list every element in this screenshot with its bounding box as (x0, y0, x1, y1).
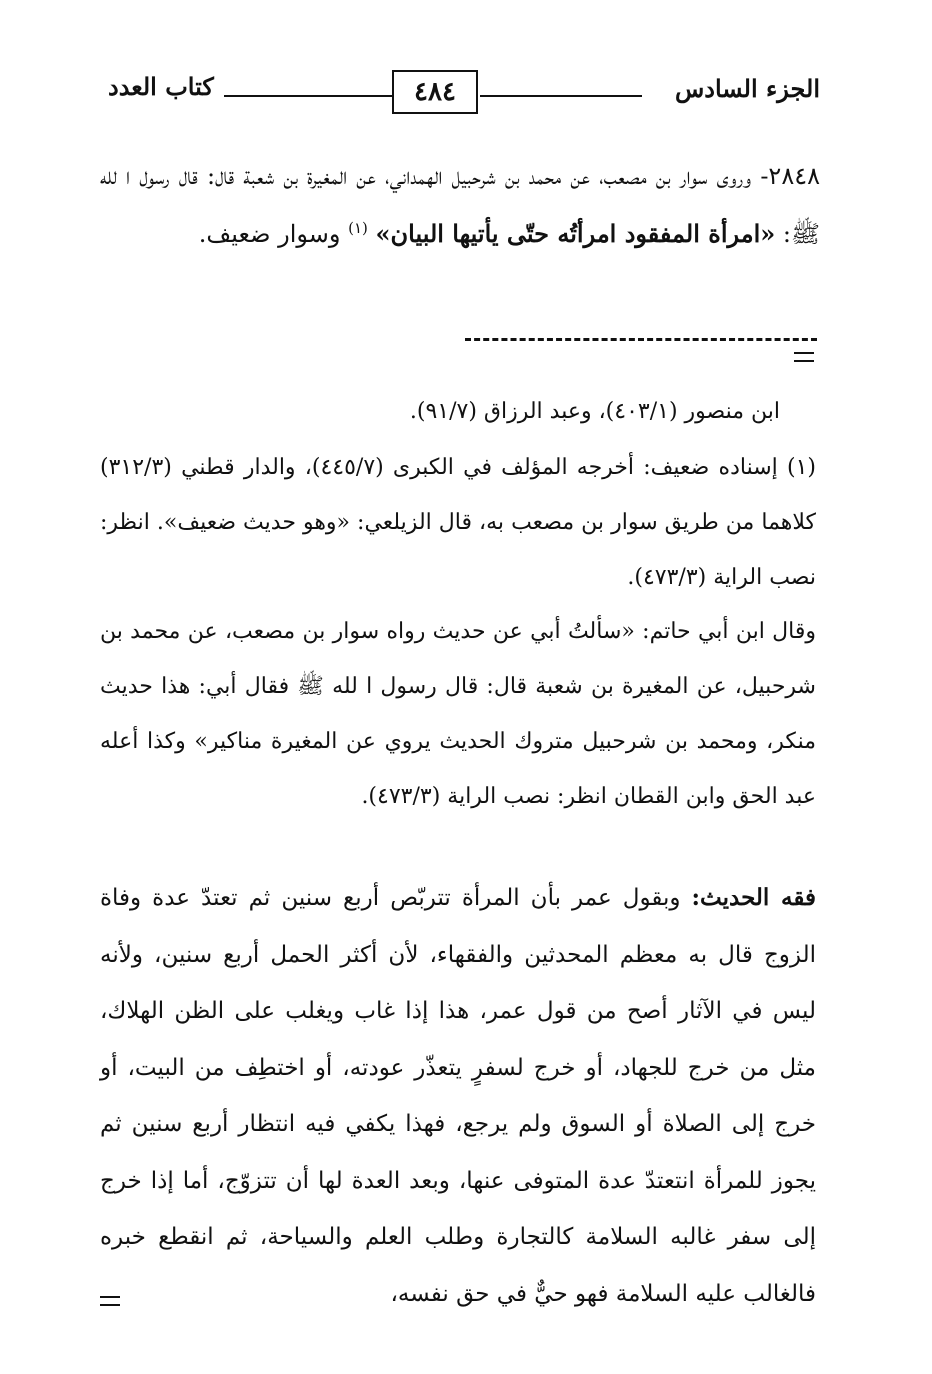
footnote-separator (465, 338, 817, 341)
hadith-quote: «امرأة المفقود امرأتُه حتّى يأتيها البيان» (375, 219, 776, 248)
hadith-text-start: وروى سوار بن مصعب، عن محمد بن شرحبيل الهمداني، عن المغيرة بن شعبة قال: قال رسول ا لله ﷺ: (100, 162, 820, 248)
footnote-1: (١) إسناده ضعيف: أخرجه المؤلف في الكبرى (٤٤٥/٧)، والدار قطني (٣١٢/٣) كلاهما من طريق سوار بن مصعب به، قال الزيلعي: «وهو حديث ضعيف». انظر: نصب الراية (٤٧٣/٣). (100, 455, 816, 590)
hadith-paragraph (100, 148, 820, 263)
volume-title: الجزء السادس (674, 74, 820, 103)
hadith-number: ٢٨٤٨- (760, 162, 820, 190)
hadith-text-end: وسوار ضعيف. (198, 220, 341, 248)
footnote-1-continued: وقال ابن أبي حاتم: «سألتُ أبي عن حديث رواه سوار بن مصعب، عن محمد بن شرحبيل، عن المغيرة بن شعبة قال: قال رسول ا لله ﷺ فقال أبي: هذا حديث منكر، ومحمد بن شرحبيل متروك الحديث يروي عن المغيرة مناكير» وكذا أعله عبد الحق وابن القطان انظر: نصب الراية (٤٧٣/٣). (100, 619, 816, 809)
footnote-ref: (١) (348, 219, 368, 237)
header-rule-right (480, 95, 642, 97)
book-title: كتاب العدد (108, 72, 214, 101)
page-header (100, 64, 820, 118)
header-rule-left (224, 95, 394, 97)
footnote-continuation: ابن منصور (٤٠٣/١)، وعبد الرزاق (٩١/٧). (409, 399, 780, 424)
page-number: ٤٨٤ (392, 70, 478, 114)
fiqh-paragraph (100, 870, 816, 1322)
fiqh-text: وبقول عمر بأن المرأة تتربّص أربع سنين ثم تعتدّ عدة وفاة الزوج قال به معظم المحدثين والفقهاء، لأن أكثر الحمل أربع سنين، ولأنه ليس في الآثار أصح من قول عمر، هذا إذا غاب ويغلب على الظن الهلاك، مثل من خرج للجهاد، أو خرج لسفرٍ يتعذّر عودته، أو اختطِف من البيت، أو خرج إلى الصلاة أو السوق ولم يرجع، فهذا يكفي فيه انتظار أربع سنين ثم يجوز للمرأة انتعتدّ عدة المتوفى عنها، وبعد العدة لها أن تتزوّج، أما إذا خرج إلى سفر غالبه السلامة كالتجارة وطلب العلم والسياحة، ثم انقطع خبره فالغالب عليه السلامة فهو حيٌّ في حق نفسه، (100, 885, 816, 1307)
fiqh-label: فقه الحديث: (691, 884, 816, 911)
page-continuation-mark (100, 1296, 120, 1306)
continuation-mark (794, 352, 814, 362)
